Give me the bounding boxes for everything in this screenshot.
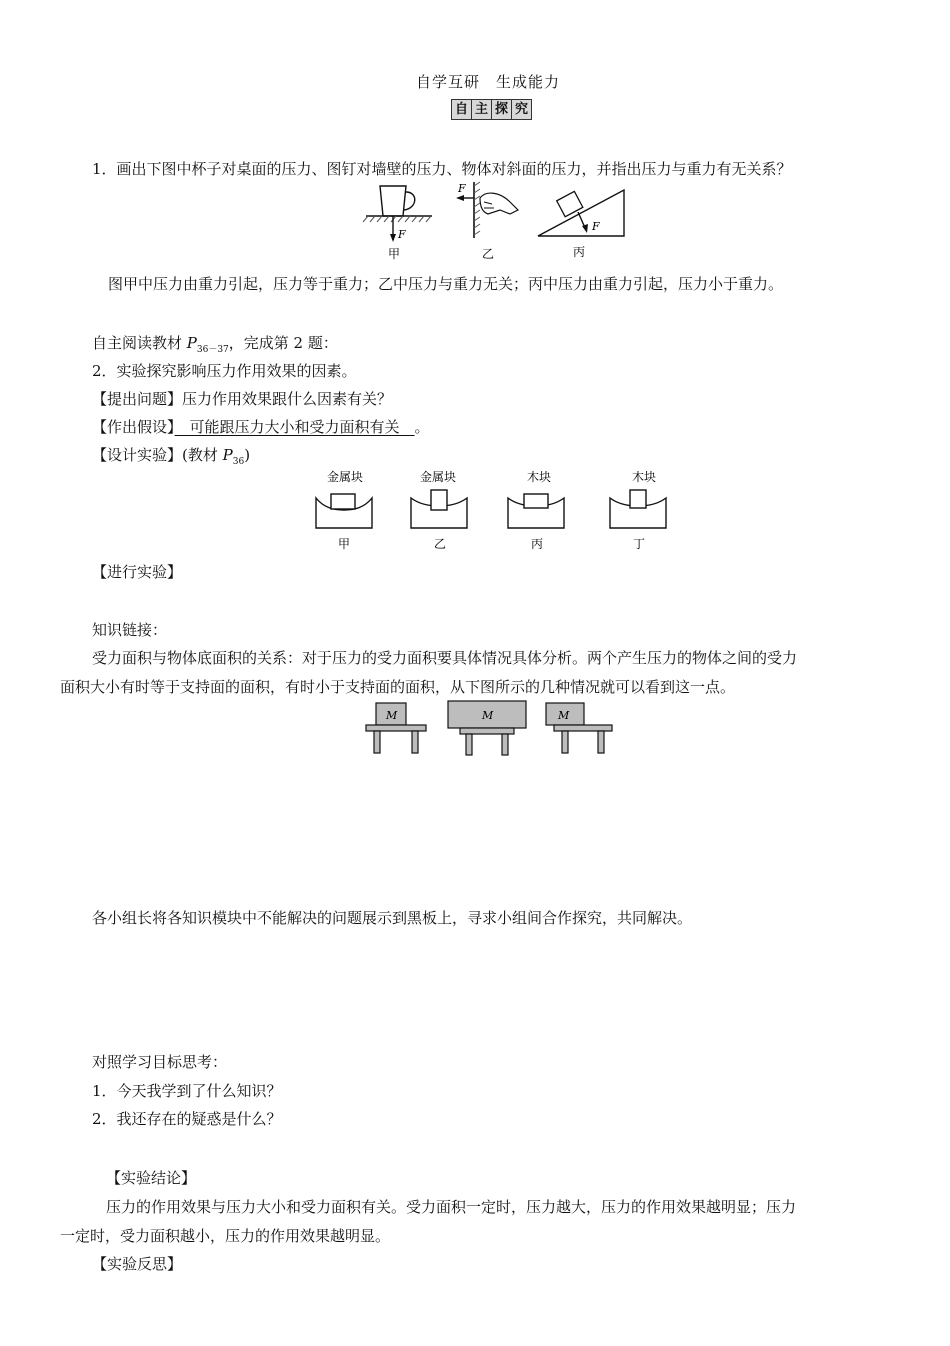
hypothesis-label: 【作出假设】	[92, 418, 175, 436]
setup-jia	[316, 469, 372, 551]
badge-char: 自	[452, 100, 472, 119]
setup-label: 丁	[633, 537, 646, 551]
page-range: 36－37	[196, 345, 229, 355]
table-1	[366, 703, 426, 753]
badge-char: 究	[512, 100, 531, 119]
conclusion-line-2: 一定时，受力面积越小，压力的作用效果越明显。	[60, 1227, 391, 1245]
table-2	[448, 701, 526, 755]
reflect-item: 2．我还存在的疑惑是什么？	[92, 1110, 282, 1128]
figure-cup	[363, 186, 432, 261]
setup-yi	[411, 469, 467, 551]
knowledge-heading: 知识链接：	[92, 621, 168, 639]
answer-1: 图甲中压力由重力引起，压力等于重力；乙中压力与重力无关；丙中压力由重力引起，压力小于重力。	[108, 275, 784, 293]
figure-forces	[360, 180, 630, 264]
group-instruction: 各小组长将各知识模块中不能解决的问题展示到黑板上，寻求小组间合作探究，共同解决。	[92, 909, 693, 927]
design-text: (教材	[182, 446, 223, 464]
reflect-item: 1．今天我学到了什么知识？	[92, 1082, 282, 1100]
force-label: F	[458, 182, 466, 195]
block-label: 金属块	[420, 470, 457, 484]
conduct-experiment: 【进行实验】	[92, 563, 183, 581]
block-label: 金属块	[327, 470, 364, 484]
ask-label: 【提出问题】	[92, 390, 183, 408]
badge-char: 主	[472, 100, 492, 119]
section-badge	[451, 99, 532, 120]
ask-question	[92, 389, 392, 409]
figure-tables	[360, 700, 620, 758]
mass-label: M	[386, 709, 398, 722]
block-label: 木块	[527, 470, 552, 484]
hypothesis	[92, 417, 430, 437]
question-2: 2．实验探究影响压力作用效果的因素。	[92, 362, 357, 380]
conclusion-label: 【实验结论】	[106, 1169, 197, 1187]
setup-label: 乙	[434, 537, 447, 551]
hypothesis-end: 。	[414, 418, 430, 436]
block-label: 木块	[632, 470, 657, 484]
design-experiment	[92, 445, 250, 472]
figure-thumbtack	[456, 182, 518, 261]
setup-ding	[610, 469, 666, 551]
reading-instruction	[92, 333, 338, 360]
figure-incline	[538, 190, 624, 259]
figure-label: 丙	[573, 245, 586, 259]
design-end: )	[244, 446, 251, 464]
setup-label: 丙	[531, 537, 544, 551]
mass-label: M	[558, 709, 570, 722]
force-label: F	[398, 228, 406, 241]
setup-label: 甲	[338, 537, 351, 551]
force-label: F	[592, 220, 600, 233]
ask-text: 压力作用效果跟什么因素有关？	[182, 390, 393, 408]
design-label: 【设计实验】	[92, 446, 183, 464]
knowledge-line-1: 受力面积与物体底面积的关系：对于压力的受力面积要具体情况具体分析。两个产生压力的物体之间的受力	[92, 649, 798, 667]
setup-bing	[508, 469, 564, 551]
reading-prefix: 自主阅读教材	[92, 334, 187, 352]
reflection-label: 【实验反思】	[92, 1255, 183, 1273]
reflect-heading: 对照学习目标思考：	[92, 1053, 228, 1071]
design-page-letter: P	[222, 446, 233, 464]
figure-label: 甲	[388, 247, 401, 261]
figure-experiment	[310, 464, 680, 556]
badge-char: 探	[492, 100, 512, 119]
figure-label: 乙	[482, 247, 495, 261]
reading-suffix: ，完成第 2 题：	[228, 334, 338, 352]
conclusion-line-1: 压力的作用效果与压力大小和受力面积有关。受力面积一定时，压力越大，压力的作用效果越明显；压力	[106, 1198, 797, 1216]
question-1: 1．画出下图中杯子对桌面的压力、图钉对墙壁的压力、物体对斜面的压力，并指出压力与重力有无关系？	[92, 160, 792, 178]
table-3	[546, 703, 612, 753]
mass-label: M	[482, 709, 494, 722]
section-title: 自学互研 生成能力	[416, 73, 561, 91]
page-letter: P	[186, 334, 197, 352]
hypothesis-answer: 可能跟压力大小和受力面积有关	[174, 418, 415, 436]
design-page: 36	[232, 457, 245, 467]
knowledge-line-2: 面积大小有时等于支持面的面积，有时小于支持面的面积，从下图所示的几种情况就可以看到这一点。	[60, 678, 736, 696]
